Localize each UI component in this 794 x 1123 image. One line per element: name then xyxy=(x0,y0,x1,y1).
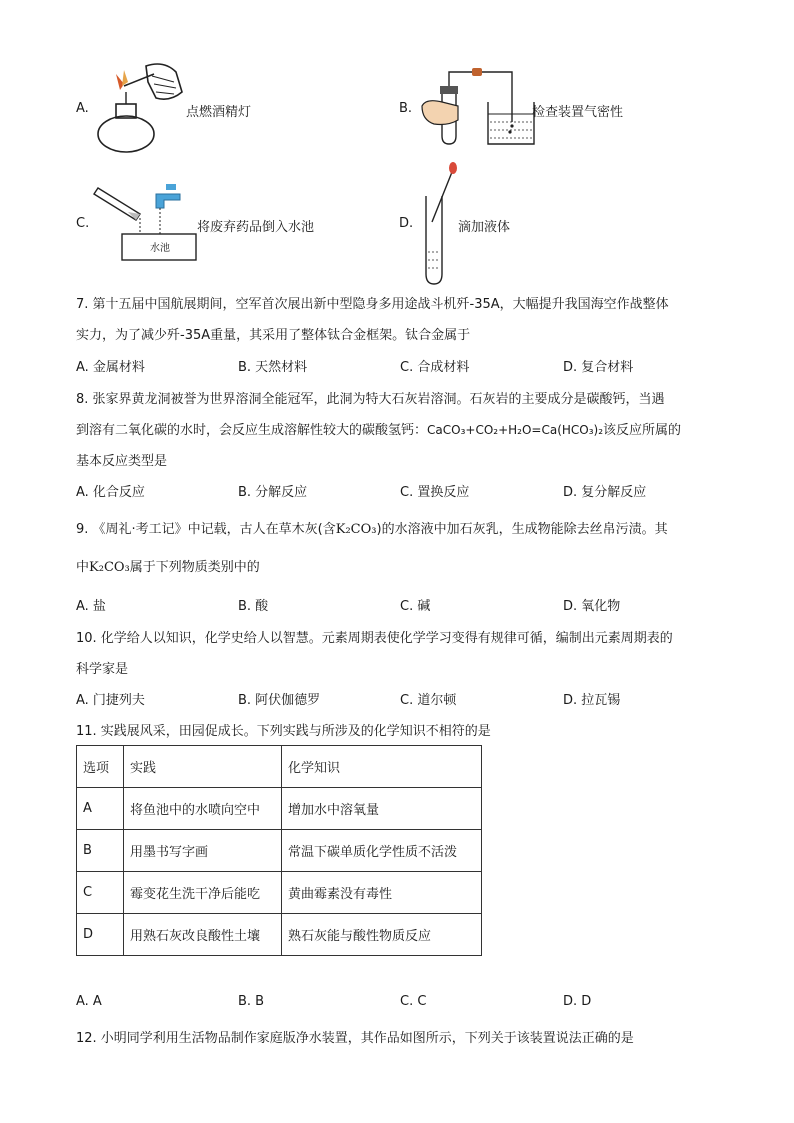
table-cell: 常温下碳单质化学性质不活泼 xyxy=(282,830,482,872)
table-cell: 用墨书写字画 xyxy=(124,830,282,872)
table-cell: 熟石灰能与酸性物质反应 xyxy=(282,914,482,956)
q9-line2 xyxy=(76,556,260,575)
table-cell: D xyxy=(77,914,124,956)
dropper-test-tube-illustration xyxy=(418,162,458,286)
option-c-letter: C. xyxy=(76,216,90,231)
table-row xyxy=(77,872,482,914)
table-cell: 增加水中溶氧量 xyxy=(282,788,482,830)
option-d-text: 滴加液体 xyxy=(458,220,511,235)
q8-line2-pre: 到溶有二氧化碳的水时，会反应生成溶解性较大的碳酸氢钙： xyxy=(76,423,428,438)
q7-option-c: C. 合成材料 xyxy=(400,360,470,375)
option-c-text: 将废弃药品倒入水池 xyxy=(197,220,315,235)
table-row xyxy=(77,830,482,872)
q10-option-a: A. 门捷列夫 xyxy=(76,693,145,708)
table-header-row xyxy=(77,746,482,788)
q7-line1: 7. 第十五届中国航展期间，空军首次展出新中型隐身多用途战斗机歼-35A，大幅提升我国海空作战整体 xyxy=(76,297,669,312)
q9-option-c: C. 碱 xyxy=(400,599,431,614)
table-cell: A xyxy=(77,788,124,830)
q8-option-d: D. 复分解反应 xyxy=(563,485,647,500)
header-cell: 选项 xyxy=(77,746,124,788)
q11-option-d: D. D xyxy=(563,994,592,1009)
q9-option-b: B. 酸 xyxy=(238,599,269,614)
q9-line1-pre: 9. 《周礼·考工记》中记载，古人在草木灰(含 xyxy=(76,522,336,537)
q11-option-b: B. B xyxy=(238,994,265,1009)
table-row xyxy=(77,788,482,830)
q9-line1 xyxy=(76,518,668,537)
table-cell: C xyxy=(77,872,124,914)
airtightness-apparatus-illustration xyxy=(418,66,534,150)
header-cell: 化学知识 xyxy=(282,746,482,788)
q11-table xyxy=(76,745,482,956)
q8-line2-post: 该反应所属的 xyxy=(603,423,682,438)
alcohol-lamp-illustration xyxy=(94,62,189,156)
table-cell: 黄曲霉素没有毒性 xyxy=(282,872,482,914)
q9-option-d: D. 氧化物 xyxy=(563,599,621,614)
option-a-text: 点燃酒精灯 xyxy=(186,105,252,120)
table-cell: 将鱼池中的水喷向空中 xyxy=(124,788,282,830)
table-cell: 用熟石灰改良酸性土壤 xyxy=(124,914,282,956)
q9-line2-post: 属于下列物质类别中的 xyxy=(129,560,260,575)
q9-option-a: A. 盐 xyxy=(76,599,106,614)
q7-line2: 实力，为了减少歼-35A重量，其采用了整体钛合金框架。钛合金属于 xyxy=(76,328,471,343)
q7-option-a: A. 金属材料 xyxy=(76,360,145,375)
waste-sink-illustration xyxy=(94,178,199,260)
q11-line1: 11. 实践展风采，田园促成长。下列实践与所涉及的化学知识不相符的是 xyxy=(76,724,491,739)
q10-option-d: D. 拉瓦锡 xyxy=(563,693,621,708)
q7-option-d: D. 复合材料 xyxy=(563,360,634,375)
header-cell: 实践 xyxy=(124,746,282,788)
q10-option-b: B. 阿伏伽德罗 xyxy=(238,693,321,708)
q11-option-a: A. A xyxy=(76,994,102,1009)
option-d-letter: D. xyxy=(399,216,414,231)
table-cell: B xyxy=(77,830,124,872)
option-b-letter: B. xyxy=(399,101,413,116)
q8-line3: 基本反应类型是 xyxy=(76,454,168,469)
q7-option-b: B. 天然材料 xyxy=(238,360,308,375)
q8-option-b: B. 分解反应 xyxy=(238,485,308,500)
q10-line2: 科学家是 xyxy=(76,662,129,677)
table-row xyxy=(77,914,482,956)
q11-option-c: C. C xyxy=(400,994,427,1009)
q8-option-a: A. 化合反应 xyxy=(76,485,145,500)
q12-line1: 12. 小明同学利用生活物品制作家庭版净水装置，其作品如图所示，下列关于该装置说法正确的是 xyxy=(76,1031,634,1046)
q8-line1: 8. 张家界黄龙洞被誉为世界溶洞全能冠军，此洞为特大石灰岩溶洞。石灰岩的主要成分是碳酸钙，当遇 xyxy=(76,392,665,407)
sink-label: 水池 xyxy=(150,243,170,254)
q8-line2 xyxy=(76,419,681,438)
q9-line1-post: )的水溶液中加石灰乳，生成物能除去丝帛污渍。其 xyxy=(376,522,668,537)
q10-option-c: C. 道尔顿 xyxy=(400,693,457,708)
q8-option-c: C. 置换反应 xyxy=(400,485,470,500)
q9-line2-pre: 中 xyxy=(76,560,90,575)
q9-formula: K₂CO₃ xyxy=(335,522,377,537)
q10-line1: 10. 化学给人以知识，化学史给人以智慧。元素周期表使化学学习变得有规律可循，编制出元素周期表的 xyxy=(76,631,673,646)
q9-formula-2: K₂CO₃ xyxy=(89,560,130,575)
table-cell: 霉变花生洗干净后能吃 xyxy=(124,872,282,914)
option-b-text: 检查装置气密性 xyxy=(532,105,624,120)
q8-equation: CaCO₃+CO₂+H₂O=Ca(HCO₃)₂ xyxy=(427,423,604,437)
option-a-letter: A. xyxy=(76,101,89,116)
